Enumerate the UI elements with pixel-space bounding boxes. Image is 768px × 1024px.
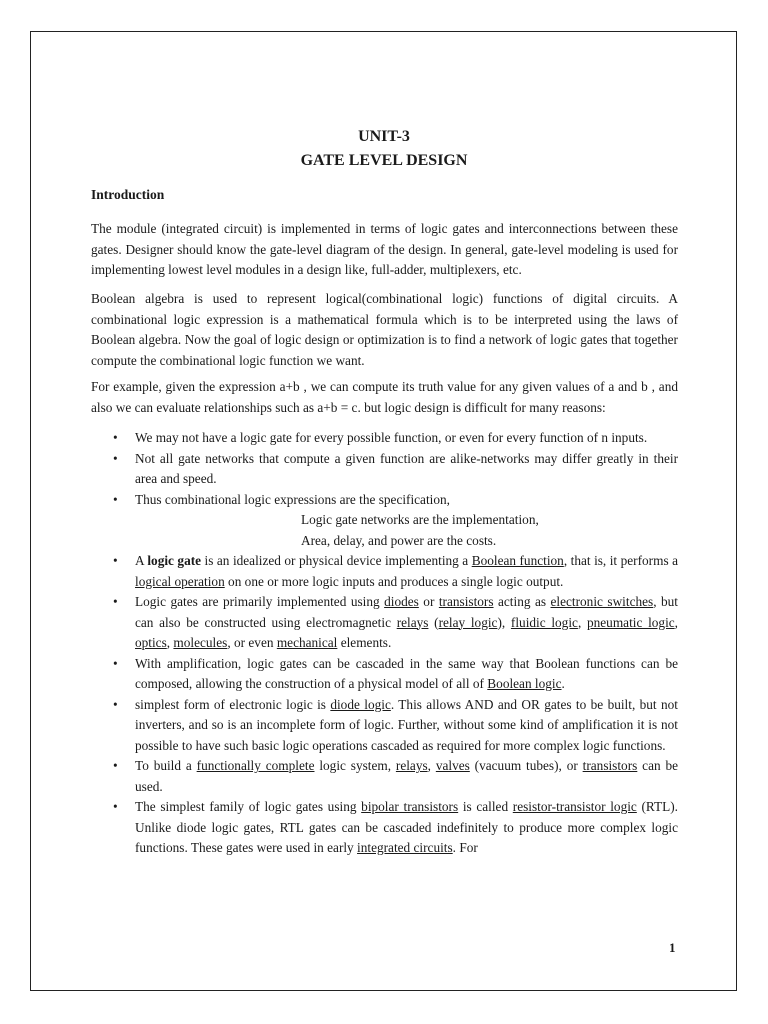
list-item: • Logic gates are primarily implemented using diodes or transistors acting as electronic switches, but can also be constructed using electromagnetic relays (relay logic), fluidic logic, pneumatic logic, optics, molecules, or even mechanical elements.: [113, 594, 678, 650]
bullet-icon: •: [113, 491, 118, 507]
bullet-icon: •: [113, 655, 118, 671]
link-bipolar-transistors[interactable]: bipolar transistors: [361, 799, 459, 814]
link-transistors[interactable]: transistors: [438, 594, 494, 609]
bullet-icon: •: [113, 430, 118, 445]
list-item: • Thus combinational logic expressions are the specification, Logic gate networks are the implementation, Area, delay, and power are the costs.: [135, 490, 678, 552]
link-diodes[interactable]: diodes: [384, 594, 419, 609]
link-electronic-switches[interactable]: electronic switches: [550, 594, 654, 609]
link-pneumatic-logic[interactable]: pneumatic logic: [586, 614, 675, 630]
bullet-list: [0, 428, 768, 859]
link-relays-2[interactable]: relays: [395, 758, 428, 773]
link-logical-operation[interactable]: logical operation: [135, 573, 225, 589]
introduction-heading: Introduction: [91, 187, 165, 202]
page-number: 1: [669, 940, 676, 955]
bullet-icon: •: [113, 696, 118, 712]
link-transistors-2[interactable]: transistors: [582, 758, 638, 773]
bullet-icon: •: [113, 553, 118, 568]
paragraph-module: The module (integrated circuit) is implemented in terms of logic gates and interconnections between these gates. Designer should know the gate-level diagram of the design. In general, gate-level modeling is used for implementing lowest level modules in a design like, full-adder, multiplexers, etc.: [91, 221, 678, 277]
list-item: • A logic gate is an idealized or physical device implementing a Boolean function, that is, it performs a logical operation on one or more logic inputs and produces a single logic output.: [113, 553, 679, 589]
list-item: • simplest form of electronic logic is diode logic. This allows AND and OR gates to be built, but not inverters, and so is an incomplete form of logic. Further, without some kind of amplification it is not possible to have such basic logic operations cascaded as required for more complex logic functions.: [113, 696, 678, 753]
sub-line-costs: Area, delay, and power are the costs.: [301, 532, 497, 548]
bullet-icon: •: [113, 450, 118, 466]
link-optics[interactable]: optics: [135, 635, 167, 650]
bullet-icon: •: [113, 758, 118, 773]
paragraph-example: For example, given the expression a+b , we can compute its truth value for any given values of a and b , and also we can evaluate relationships such as a+b = c. but logic design is difficult for many reasons:: [91, 379, 678, 415]
list-item: • The simplest family of logic gates using bipolar transistors is called resistor-transistor logic (RTL). Unlike diode logic gates, RTL gates can be cascaded indefinitely to produce more complex logic functions. These gates were used in early integrated circuits. For: [113, 799, 678, 855]
link-resistor-transistor-logic[interactable]: resistor-transistor logic: [512, 799, 637, 814]
bullet-icon: •: [113, 799, 118, 814]
link-relays[interactable]: relays: [396, 614, 429, 630]
list-item: • We may not have a logic gate for every possible function, or even for every function of n inputs.: [135, 428, 678, 449]
list-item: • With amplification, logic gates can be cascaded in the same way that Boolean functions can be composed, allowing the construction of a physical model of all of Boolean logic.: [113, 655, 678, 691]
link-functionally-complete[interactable]: functionally complete: [196, 758, 315, 773]
unit-title: UNIT-3: [358, 128, 410, 145]
link-fluidic-logic[interactable]: fluidic logic: [510, 614, 578, 630]
link-boolean-logic[interactable]: Boolean logic: [487, 676, 562, 691]
link-diode-logic[interactable]: diode logic: [330, 696, 391, 712]
list-item: • To build a functionally complete logic system, relays, valves (vacuum tubes), or transistors can be used.: [113, 758, 679, 794]
sub-line-implementation: Logic gate networks are the implementation,: [301, 512, 539, 527]
term-logic-gate: logic gate: [147, 553, 202, 568]
link-integrated-circuits[interactable]: integrated circuits: [357, 840, 453, 855]
paragraph-boolean-algebra: Boolean algebra is used to represent logical(combinational logic) functions of digital circuits. A combinational logic expression is a mathematical formula which is to be interpreted using the laws of Boolean algebra. Now the goal of logic design or optimization is to find a network of logic gates that together compute the combinational logic function we want.: [91, 291, 678, 368]
chapter-title: GATE LEVEL DESIGN: [300, 152, 468, 169]
link-molecules[interactable]: molecules: [173, 635, 228, 650]
link-boolean-function[interactable]: Boolean function: [471, 553, 564, 568]
bullet-icon: •: [113, 594, 118, 609]
list-item: • Not all gate networks that compute a given function are alike-networks may differ greatly in their area and speed.: [113, 450, 678, 486]
link-mechanical[interactable]: mechanical: [276, 635, 338, 650]
link-valves[interactable]: valves: [435, 758, 470, 773]
link-relay-logic[interactable]: relay logic: [438, 614, 498, 630]
